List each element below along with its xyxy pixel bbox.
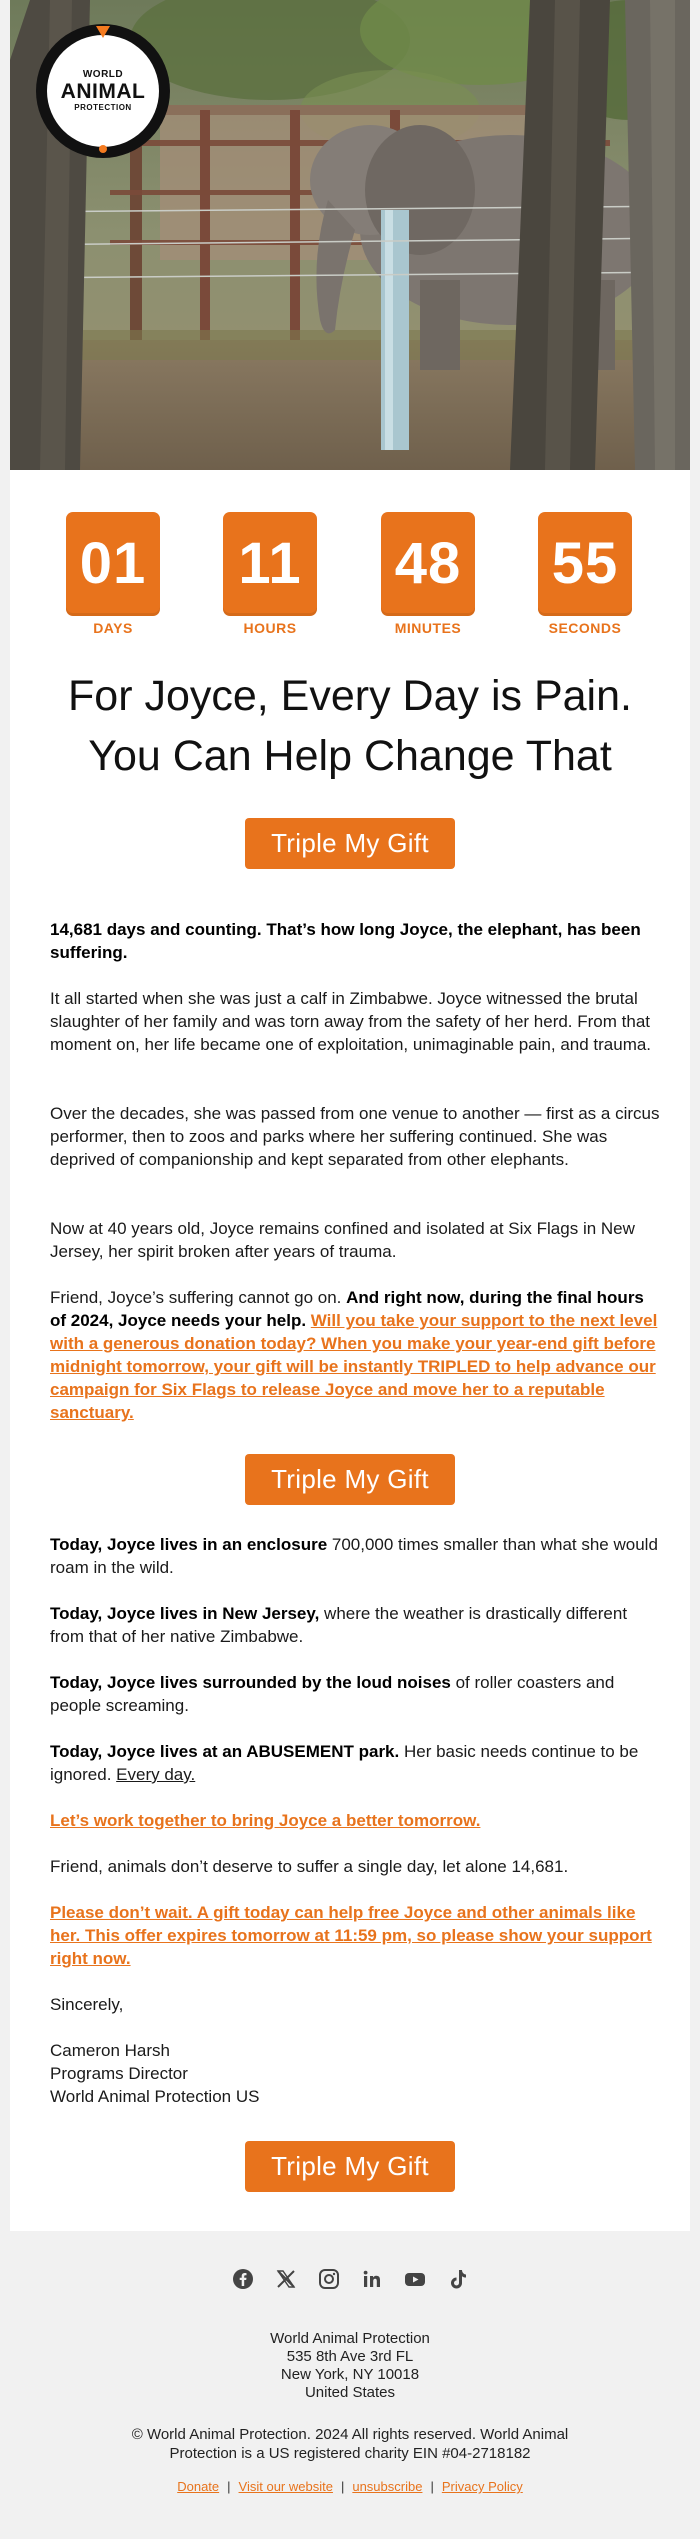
signature-name: Cameron Harsh: [50, 2041, 170, 2060]
countdown-seconds-label: SECONDS: [548, 620, 622, 636]
fact-new-jersey-bold: Today, Joyce lives in New Jersey,: [50, 1604, 320, 1623]
fact-abusement: [50, 1740, 660, 1786]
footer-address: [0, 2330, 700, 2402]
headline-line-1: For Joyce, Every Day is Pain.: [68, 672, 632, 720]
signature-title: Programs Director: [50, 2064, 188, 2083]
fact-noises-text: of roller coasters and people screaming.: [50, 1673, 615, 1715]
logo-triangle-icon: [96, 26, 110, 38]
footer-link-donate[interactable]: Donate: [177, 2479, 220, 2494]
countdown-hours-label: HOURS: [243, 620, 297, 636]
logo-line-1: WORLD: [82, 69, 124, 80]
logo-line-3: PROTECTION: [74, 103, 132, 112]
urgent-paragraph: [50, 1901, 660, 1970]
fact-new-jersey-text: where the weather is drastically different from that of her native Zimbabwe.: [50, 1604, 628, 1646]
footer-city: New York, NY 10018: [280, 2366, 420, 2383]
sign-off: Sincerely,: [50, 1995, 124, 2014]
story-paragraph-3: Now at 40 years old, Joyce remains confined and isolated at Six Flags in New Jersey, her spirit broken after years of trauma.: [50, 1219, 635, 1261]
better-tomorrow-paragraph: [50, 1809, 660, 1832]
footer-link-unsubscribe[interactable]: unsubscribe: [352, 2479, 423, 2494]
footer-separator: |: [430, 2479, 434, 2494]
intro-bold-text: 14,681 days and counting. That’s how long Joyce, the elephant, has been suffering.: [50, 920, 641, 962]
appeal-paragraph: [50, 1286, 660, 1424]
countdown-seconds-value: 55: [538, 512, 632, 616]
countdown-days: [66, 512, 160, 636]
footer-links: [0, 2479, 700, 2494]
footer-link-privacy[interactable]: Privacy Policy: [441, 2479, 523, 2494]
countdown-days-label: DAYS: [93, 620, 133, 636]
tiktok-icon[interactable]: [446, 2267, 469, 2290]
logo-line-2: ANIMAL: [60, 80, 146, 103]
signature-org: World Animal Protection US: [50, 2087, 260, 2106]
headline: [10, 666, 690, 786]
animals-paragraph: Friend, animals don’t deserve to suffer a single day, let alone 14,681.: [50, 1857, 569, 1876]
fact-enclosure-text: 700,000 times smaller than what she would roam in the wild.: [50, 1535, 658, 1577]
countdown-minutes-label: MINUTES: [394, 620, 462, 636]
linkedin-icon[interactable]: [360, 2267, 383, 2290]
fact-new-jersey: [50, 1602, 660, 1648]
fact-enclosure: [50, 1533, 660, 1579]
countdown-minutes-value: 48: [381, 512, 475, 616]
footer-street: 535 8th Ave 3rd FL: [286, 2348, 414, 2365]
countdown-days-value: 01: [66, 512, 160, 616]
intro-paragraph: [50, 918, 660, 964]
footer-separator: |: [227, 2479, 231, 2494]
better-tomorrow-link[interactable]: Let’s work together to bring Joyce a better tomorrow.: [50, 1811, 481, 1830]
footer-copyright: © World Animal Protection. 2024 All rights reserved. World Animal Protection is a US registered charity EIN #04-2718182: [131, 2426, 569, 2462]
footer-org-name: World Animal Protection: [270, 2330, 430, 2347]
instagram-icon[interactable]: [317, 2267, 340, 2290]
triple-my-gift-button-middle[interactable]: Triple My Gift: [245, 1454, 455, 1505]
countdown-seconds: [538, 512, 632, 636]
logo-dot-icon: [99, 145, 107, 153]
countdown-hours-value: 11: [223, 512, 317, 616]
email-card: [10, 0, 690, 2231]
appeal-donate-link[interactable]: Will you take your support to the next level with a generous donation today? When you make your year-end gift before midnight tomorrow, your gift will be instantly TRIPLED to help advance our campaign for Six Flags to release Joyce and move her to a reputable sanctuary.: [50, 1311, 658, 1422]
fact-abusement-underline: Every day.: [116, 1765, 196, 1784]
world-animal-protection-logo[interactable]: [36, 24, 170, 158]
triple-my-gift-button-top[interactable]: Triple My Gift: [245, 818, 455, 869]
appeal-bold: And right now, during the final hours of 2024, Joyce needs your help.: [50, 1288, 644, 1330]
footer-link-website[interactable]: Visit our website: [238, 2479, 333, 2494]
appeal-intro: Friend, Joyce’s suffering cannot go on.: [50, 1288, 347, 1307]
footer-separator: |: [340, 2479, 345, 2494]
signature-block: [50, 2039, 660, 2108]
youtube-icon[interactable]: [403, 2267, 426, 2290]
footer-country: United States: [304, 2384, 396, 2401]
social-icons-row: [0, 2267, 700, 2293]
headline-line-2: You Can Help Change That: [88, 732, 612, 780]
x-icon[interactable]: [274, 2267, 297, 2290]
logo-inner-circle: [47, 35, 159, 147]
hero-image-elephant: [10, 0, 690, 470]
fact-noises-bold: Today, Joyce lives surrounded by the loud noises: [50, 1673, 451, 1692]
fact-noises: [50, 1671, 660, 1717]
countdown-hours: [223, 512, 317, 636]
story-paragraph-2: Over the decades, she was passed from one venue to another — first as a circus performer, then to zoos and parks where her suffering continued. She was deprived of companionship and kept separated from other elephants.: [50, 1104, 660, 1169]
fact-abusement-bold: Today, Joyce lives at an ABUSEMENT park.: [50, 1742, 400, 1761]
countdown-timer: [10, 512, 690, 642]
triple-my-gift-button-bottom[interactable]: Triple My Gift: [245, 2141, 455, 2192]
facebook-icon[interactable]: [231, 2267, 254, 2290]
fact-enclosure-bold: Today, Joyce lives in an enclosure: [50, 1535, 328, 1554]
countdown-minutes: [381, 512, 475, 636]
fact-abusement-text: Her basic needs continue to be ignored.: [50, 1742, 639, 1784]
urgent-donate-link[interactable]: Please don’t wait. A gift today can help free Joyce and other animals like her. This offer expires tomorrow at 11:59 pm, so please show your support right now.: [50, 1903, 652, 1968]
story-paragraph-1: It all started when she was just a calf in Zimbabwe. Joyce witnessed the brutal slaughter of her family and was torn away from the safety of her herd. From that moment on, her life became one of exploitation, unimaginable pain, and trauma.: [50, 989, 652, 1054]
